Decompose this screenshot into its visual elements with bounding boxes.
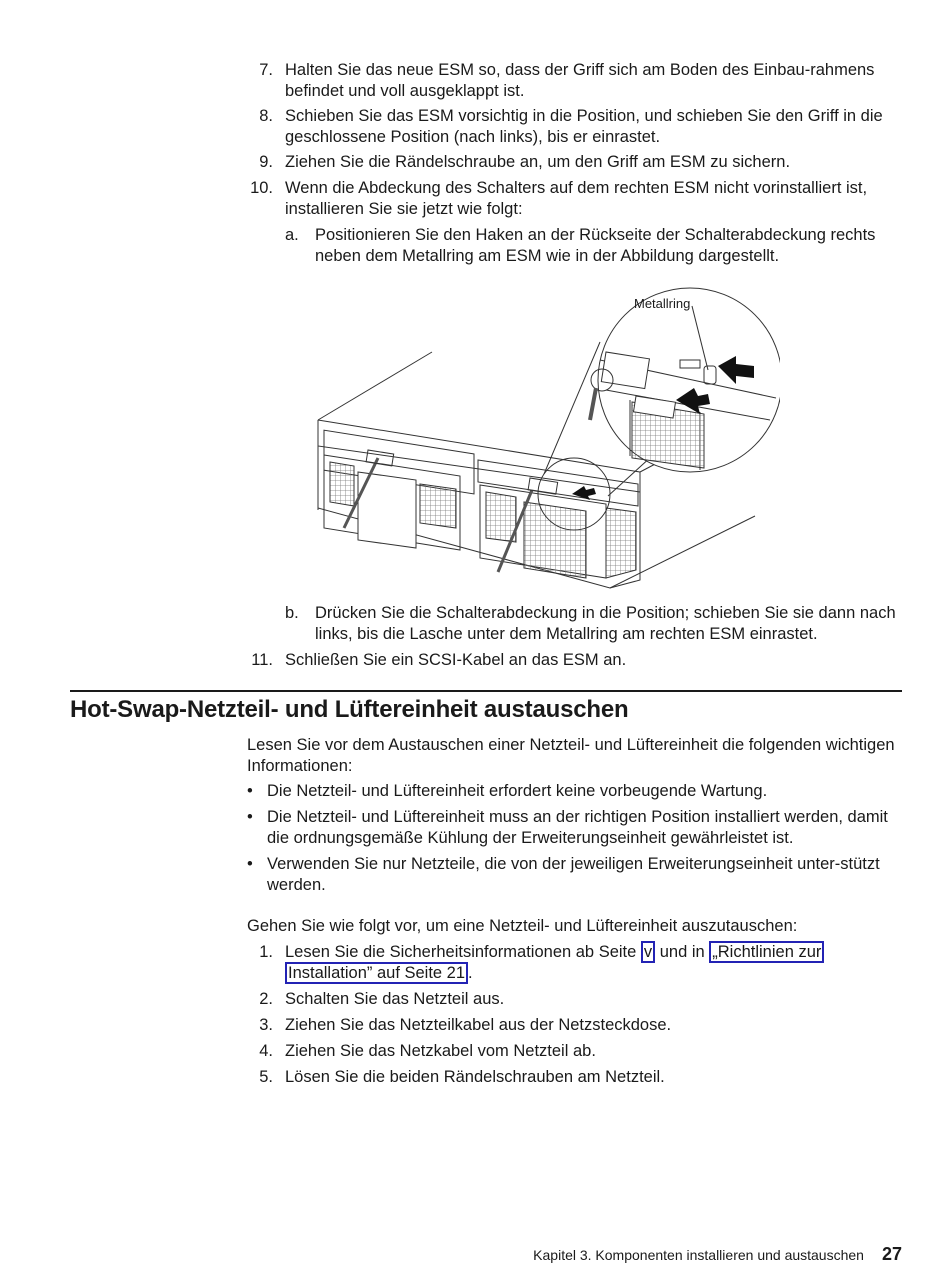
bullet-item: [247, 781, 897, 802]
bullet-dot: •: [247, 782, 253, 800]
substep-letter: b.: [285, 604, 299, 622]
step-number: 2.: [259, 990, 273, 1008]
installation-guidelines-link[interactable]: „Richtlinien zur: [709, 941, 824, 963]
step-text-before: Lesen Sie die Sicherheitsinformationen ab Seite: [285, 943, 641, 961]
step-number: 3.: [259, 1016, 273, 1034]
procedure-intro: Gehen Sie wie folgt vor, um eine Netzteil- und Lüftereinheit auszutauschen:: [247, 917, 798, 935]
step-number: 7.: [259, 61, 273, 79]
substep-letter: a.: [285, 226, 299, 244]
step-number: 1.: [259, 943, 273, 961]
step-11: [247, 650, 907, 671]
step-text-mid: und in: [655, 943, 710, 961]
bullet-dot: •: [247, 808, 253, 826]
step-text: Schieben Sie das ESM vorsichtig in die Position, und schieben Sie den Griff in die geschlossene Position (nach links), bis er einrastet.: [285, 107, 883, 146]
safety-info-link[interactable]: v: [641, 941, 655, 963]
procedure-step-4: [247, 1041, 907, 1062]
step-text: [285, 942, 907, 984]
procedure-step-1: [247, 942, 907, 984]
procedure-step-5: [247, 1067, 907, 1088]
step-number: 9.: [259, 153, 273, 171]
substep-text: Drücken Sie die Schalterabdeckung in die Position; schieben Sie sie dann nach links, bis die Lasche unter dem Metallring am rechten ESM einrastet.: [315, 604, 896, 643]
bullet-item: [247, 807, 897, 849]
step-text: Schließen Sie ein SCSI-Kabel an das ESM an.: [285, 651, 627, 669]
substep-b: [285, 603, 905, 645]
chapter-title: Kapitel 3. Komponenten installieren und austauschen: [533, 1247, 864, 1263]
substep-a: [285, 225, 905, 267]
section-intro: Lesen Sie vor dem Austauschen einer Netzteil- und Lüftereinheit die folgenden wichtigen Informationen:: [247, 736, 895, 775]
esm-switch-cover-illustration: [310, 280, 780, 592]
section-heading: Hot-Swap-Netzteil- und Lüftereinheit austauschen: [70, 696, 629, 723]
step-number: 8.: [259, 107, 273, 125]
step-9: [247, 152, 907, 173]
bullet-item: [247, 854, 897, 896]
step-text: Lösen Sie die beiden Rändelschrauben am Netzteil.: [285, 1068, 665, 1086]
step-number: 5.: [259, 1068, 273, 1086]
bullet-text: Die Netzteil- und Lüftereinheit erfordert keine vorbeugende Wartung.: [267, 782, 768, 800]
step-number: 10.: [250, 179, 273, 197]
bullet-text: Die Netzteil- und Lüftereinheit muss an der richtigen Position installiert werden, damit die ordnungsgemäße Kühlung der Erweiterungseinheit gewährleistet ist.: [267, 808, 888, 847]
page-footer: [533, 1244, 902, 1265]
procedure-step-3: [247, 1015, 907, 1036]
step-number: 11.: [251, 651, 273, 669]
section-divider: [70, 690, 902, 692]
step-text: Wenn die Abdeckung des Schalters auf dem rechten ESM nicht vorinstalliert ist, installieren Sie sie jetzt wie folgt:: [285, 179, 868, 218]
page-number: 27: [881, 1244, 902, 1264]
step-7: [247, 60, 907, 102]
substep-text: Positionieren Sie den Haken an der Rückseite der Schalterabdeckung rechts neben dem Metallring am ESM wie in der Abbildung dargestellt.: [315, 226, 876, 265]
step-text: Ziehen Sie die Rändelschraube an, um den Griff am ESM zu sichern.: [285, 153, 791, 171]
bullet-dot: •: [247, 855, 253, 873]
step-text: Ziehen Sie das Netzteilkabel aus der Netzsteckdose.: [285, 1016, 672, 1034]
step-text: Schalten Sie das Netzteil aus.: [285, 990, 505, 1008]
step-text: Ziehen Sie das Netzkabel vom Netzteil ab.: [285, 1042, 596, 1060]
step-text-after: .: [468, 964, 473, 982]
bullet-text: Verwenden Sie nur Netzteile, die von der jeweiligen Erweiterungseinheit unter-stützt werden.: [267, 855, 880, 894]
step-10: [247, 178, 907, 220]
metallring-label: Metallring: [634, 296, 691, 311]
procedure-step-2: [247, 989, 907, 1010]
step-text: Halten Sie das neue ESM so, dass der Griff sich am Boden des Einbau-rahmens befindet und voll ausgeklappt ist.: [285, 61, 875, 100]
step-8: [247, 106, 907, 148]
installation-guidelines-link-cont[interactable]: Installation” auf Seite 21: [285, 962, 468, 984]
step-number: 4.: [259, 1042, 273, 1060]
